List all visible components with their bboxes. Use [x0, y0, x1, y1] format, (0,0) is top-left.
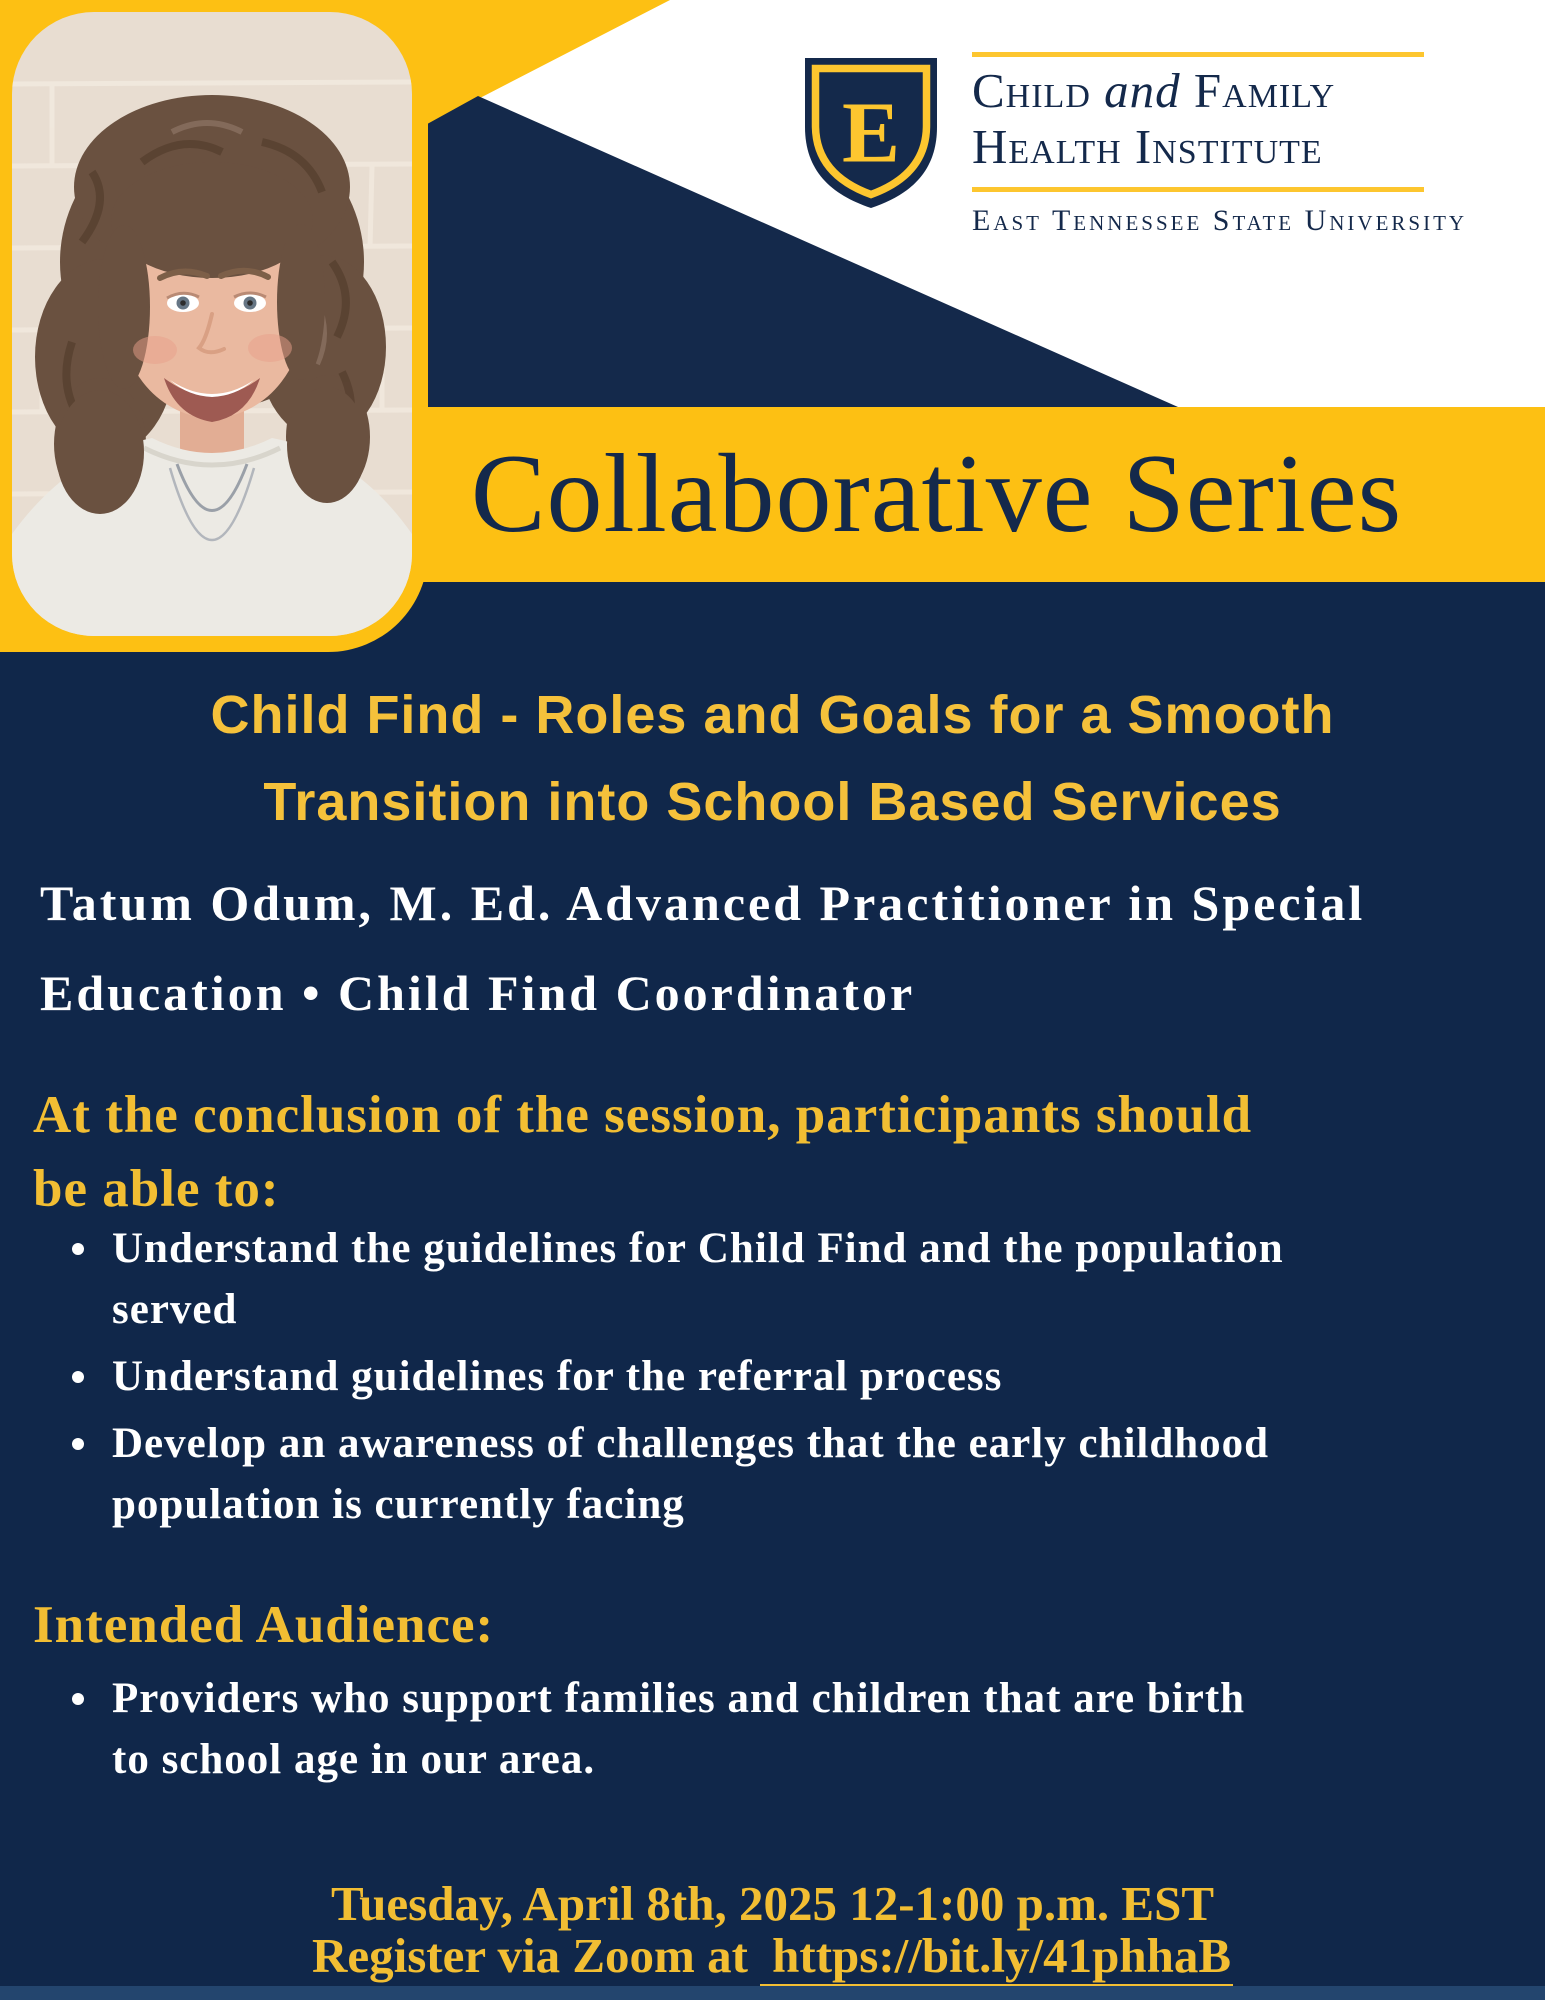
audience-1-line1: Providers who support families and children that are birth [112, 1675, 1246, 1722]
objectives-heading-line1: At the conclusion of the session, participants should [33, 1086, 1253, 1144]
etsu-shield-icon [796, 52, 946, 214]
event-datetime: Tuesday, April 8th, 2025 12-1:00 p.m. EST [330, 1876, 1215, 1931]
speaker-line1: Tatum Odum, M. Ed. Advanced Practitioner in Special [40, 875, 1366, 931]
audience-heading: Intended Audience: [33, 1596, 495, 1654]
presenter-photo-frame [0, 0, 428, 652]
bullet-icon [72, 1668, 112, 1790]
institute-name-family: Family [1180, 63, 1336, 118]
objective-2-line1: Understand guidelines for the referral process [112, 1353, 1003, 1400]
bullet-icon [72, 1413, 112, 1535]
institute-logo [796, 52, 1468, 238]
objectives-heading [33, 1078, 1252, 1226]
list-item [72, 1413, 1512, 1535]
objectives-heading-line2: be able to: [33, 1160, 280, 1218]
university-name: East Tennessee State University [972, 204, 1468, 237]
list-item [72, 1668, 1512, 1790]
speaker-line2: Education • Child Find Coordinator [40, 965, 916, 1021]
presenter-portrait-illustration [12, 12, 412, 636]
register-line [0, 1930, 1545, 1982]
zoom-registration-link[interactable]: https://bit.ly/41phhaB [760, 1928, 1233, 1988]
session-title-line2: Transition into School Based Services [263, 772, 1282, 832]
session-title [0, 672, 1545, 846]
institute-name-and: and [1104, 63, 1181, 118]
bullet-icon [72, 1346, 112, 1407]
objective-1-line2: served [112, 1286, 238, 1333]
audience-1-line2: to school age in our area. [112, 1736, 596, 1783]
session-title-line1: Child Find - Roles and Goals for a Smooth [210, 685, 1335, 745]
objective-3-line2: population is currently facing [112, 1481, 685, 1528]
objective-3-line1: Develop an awareness of challenges that the early childhood [112, 1420, 1270, 1467]
bottom-accent-bar [0, 1986, 1545, 2000]
series-title: Collaborative Series [470, 432, 1403, 556]
objectives-list [72, 1218, 1512, 1535]
list-item [72, 1218, 1512, 1340]
institute-name-line1 [972, 63, 1424, 119]
shield-letter: E [841, 83, 901, 181]
bullet-icon [72, 1218, 112, 1340]
presenter-photo [12, 12, 412, 636]
institute-name-line2: Health Institute [972, 119, 1323, 174]
series-banner [418, 407, 1545, 582]
event-footer [0, 1878, 1545, 1982]
speaker-info [40, 858, 1520, 1038]
institute-name-child: Child [972, 63, 1105, 118]
audience-list [72, 1668, 1512, 1790]
institute-logo-text [972, 52, 1468, 238]
register-prefix: Register via Zoom at [311, 1928, 748, 1983]
objective-1-line1: Understand the guidelines for Child Find and the population [112, 1225, 1284, 1272]
list-item [72, 1346, 1512, 1407]
